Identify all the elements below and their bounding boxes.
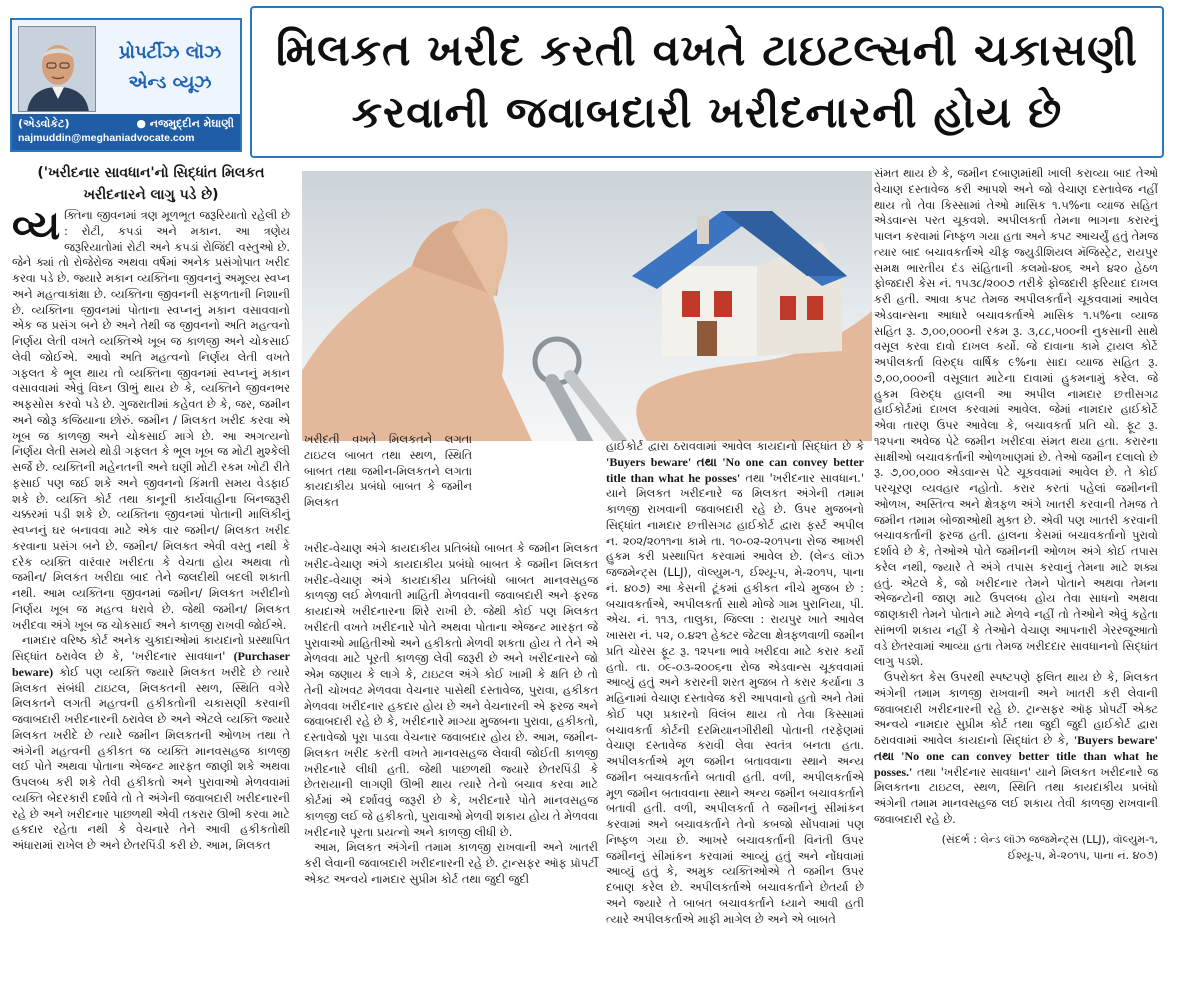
paragraph-text: તથા 'ખરીદનાર સાવધાન' યાને મિલકત ખરીદનારે જ મિલકતના ટાઇટલ, સ્થળ, સ્થિતિ તથા કાયદાકીય પ્રબંધો અંગેની તમામ માનવસહજ લઈ શકાય તેવી કાળજી રાખવાની જવાબદારી રહે છે. — [874, 764, 1158, 826]
article-column-2b — [606, 439, 864, 927]
paragraph-text: હાઈકોર્ટ દ્વારા ઠરાવવામાં આવેલ કાયદાનો સિદ્ધાંત છે કે — [606, 439, 864, 453]
headline-box — [250, 6, 1164, 158]
subhead-line2: ખરીદનારને લાગુ પડે છે) — [83, 187, 219, 203]
paragraph-text: ક્તિના જીવનમાં ત્રણ મૂળભૂત જરૂરિયાતો રહેલી છે : રોટી, કપડાં અને મકાન. આ ત્રણેય જરૂરિયાતોમાં રોટી અને કપડાં રોજિંદી વસ્તુઓ છે. જેને ક્યાં તો રોજેરોજ અથવા વર્ષમાં અનેક પ્રસંગોપાત ખરીદ કરવા પડે છે. જ્યારે મકાન વ્યક્તિના જીવનનું અમૂલ્ય સ્વપ્ન અને મહત્વાકાંક્ષા છે. વ્યક્તિના જીવનની સફળતાની નિશાની છે. વ્યક્તિના જીવનમાં પોતાના સ્વપ્નનું મકાન વસાવવાનો એક જ પ્રસંગ બને છે અને તેથી જ જીવનનો અતિ મહત્વનો નિર્ણય લેતી વખતે વ્યક્તિએ ખૂબ જ કાળજી અને ચોકસાઈ લેવી જોઈએ. આવો અતિ મહત્વનો નિર્ણય લેતી વખતે ગફલત કે ભૂલ થાય તો વ્યક્તિના જીવનમાં સ્વપ્નનું મકાન વસાવવામાં એવું વિઘ્ન ઊભું થાય છે કે, વ્યક્તિને જીવનભર અફસોસ કરવો પડે છે. ગુજરાતીમાં કહેવત છે કે, જર, જમીન અને જોરૂ કજિયાના છોરું. જમીન / મિલકત ખરીદ કરવા એ ખૂબ જ કાળજી અને ચોકસાઈ માગે છે. આ અગત્યનો નિર્ણય લેતી સમયે થોડી ગફલત કે ભૂલ ખૂબ જ મોટી મુશ્કેલી સર્જે છે. વ્યક્તિની મહેનતની અને ઘણી મોટી રકમ ખોટી રીતે ફસાઈ પણ જઈ શકે અને જીવનનો કિંમતી સમય વેડફાઈ શકે છે. વ્યક્તિ કોર્ટ તથા કાનૂની કાર્યવાહીના બિનજરૂરી ચક્કરમાં પડી શકે છે. વ્યક્તિના જીવનમાં પોતાની માલિકીનું સ્વપ્નનું ઘર બનાવવા માટે એક વાર જમીન/ મિલકત ખરીદ કરવાના પ્રસંગ બને છે. જમીન/ મિલકત એવી વસ્તુ નથી કે દરેક વ્યક્તિ વારંવાર ખરીદતા કે વેચતા હોય અથવા તો જમીન/ મિલકત ખરીદ્યા બાદ તેને જલદીથી બદલી શકાતી નથી. આમ વ્યક્તિના જીવનમાં જમીન/ મિલકત ખરીદીનો નિર્ણય ખૂબ જ મહત્વ ધરાવે છે. જેથી જમીન/ મિલકત ખરીદવા અંગે ખૂબ જ ચોકસાઈ અને કાળજી રાખવી જોઈએ. — [12, 208, 290, 632]
article-subhead — [12, 162, 290, 206]
author-photo — [18, 26, 96, 112]
author-email: najmuddin@meghaniadvocate.com — [18, 132, 195, 144]
photo-side-text — [304, 432, 472, 511]
paragraph-text: ઉપરોક્ત કેસ ઉપરથી સ્પષ્ટપણે ફલિત થાય છે કે, મિલકત અંગેની તમામ કાળજી રાખવાની અને ખાતરી કરી લેવાની જવાબદારી ખરીદનારની રહે છે. ટ્રાન્સફર ઑફ પ્રોપર્ટી એક્ટ અન્વયે નામદાર સુપ્રીમ કોર્ટ તથા જુદી જુદી હાઈકોર્ટ દ્વારા ઠરાવવામાં આવેલ કાયદાનો સિદ્ધાંત છે કે, — [874, 670, 1158, 747]
article-column-1 — [12, 162, 290, 854]
hand-holding-house-photo — [302, 171, 872, 441]
paragraph-text: આમ, મિલકત અંગેની તમામ કાળજી રાખવાની અને ખાતરી કરી લેવાની જવાબદારી ખરીદનારની રહે છે. ટ્રાન્સફર ઑફ પ્રૉપર્ટી એક્ટ અન્વયે નામદાર સુપ્રીમ કોર્ટ તથા જુદી જુદી — [304, 840, 598, 886]
author-name: ● નજમુદ્દીન મેઘાણી — [136, 117, 234, 130]
paragraph — [12, 633, 290, 854]
headline-line1: મિલકત ખરીદ કરતી વખતે ટાઇટલ્સની ચકાસણી — [276, 26, 1138, 76]
source-reference — [874, 832, 1158, 864]
column-title-line2: એન્ડ વ્યૂઝ — [128, 72, 212, 93]
paragraph-text: ખરીદ-વેચાણ અંગે કાયદાકીય પ્રતિબંધો બાબત કે જમીન મિલકત ખરીદ-વેચાણ અંગે કાયદાકીય પ્રબંધો બાબત કે જમીન મિલકત ખરીદ-વેચાણ અંગે કાયદાકીય પ્રતિબંધો બાબત માનવસહજ કાળજી લઈ મેળવાતી માહિતી મેળવવાની જવાબદારી અને ફરજ કાયદાએ ખરીદનારના શિરે રાખી છે. જેથી કોઈ પણ મિલકત ખરીદતી વખતે ખરીદનારે પોતે અથવા પોતાના એજન્ટ મારફત જે પુરાવાઓ માહિતીઓ અને હકીકતો મેળવી શકતા હોય તે તેને એ મેળવવા માટે પૂરતી કાળજી લેવી જરૂરી છે અને ખરીદનારને જો એમ જણાય કે લાગે કે, ટાઇટલ અંગે કોઈ ખામી કે ક્ષતિ છે તો તેની ચોખવટ મેળવવા વેચનાર પાસેથી દસ્તાવેજ, પુરાવા, હકીકત મેળવવા ખરીદનાર હકદાર હોય છે અને વેચનારની એ ફરજ અને જવાબદારી રહે છે કે, ખરીદનારે માગ્યા મુજબના પુરાવા, હકીકતો, દસ્તાવેજો પૂરા પાડવા વેચનાર જવાબદાર હોય છે. આમ, જમીન-મિલકત ખરીદ કરતી વખતે માનવસહજ લેવાવી જોઈતી કાળજી ખરીદનારે લીધી હતી. જેથી પાછળથી જ્યારે છેતરપિંડી કે છેતરાયાની લાગણી ઊભી થાય ત્યારે તેનો બચાવ કરવા માટે કોર્ટમાં એ દર્શાવવું જરૂરી છે કે, ખરીદનારે પોતે માનવસહજ કાળજી લઈ જે હકીકતો, પુરાવાઓ મેળવી શકાય હોય તે મેળવવા ખરીદનારે પૂરતા પ્રયત્નો અને કાળજી લીધી છે. — [304, 541, 598, 839]
article-column-3 — [874, 166, 1158, 864]
paragraph — [874, 670, 1158, 828]
author-role: (એડવોકેટ) — [18, 117, 70, 130]
column-title — [102, 38, 238, 98]
author-byline — [12, 114, 240, 150]
paragraph-text: ખરીદતી વખતે મિલકતને લગતા ટાઇટલ બાબત તથા સ્થળ, સ્થિતિ બાબત તથા જમીન-મિલકતને લગતા કાયદાકીય પ્રબંધો બાબત કે જમીન મિલકત — [304, 432, 472, 509]
columnist-box — [10, 18, 242, 152]
paragraph — [606, 439, 864, 927]
latin-term: (Purchaser beware) — [12, 649, 290, 679]
paragraph-text: નામદાર વરિષ્ઠ કોર્ટ અનેક ચુકાદાઓમાં કાયદાનો પ્રસ્થાપિત સિદ્ધાંત ઠરાવેલ છે કે, 'ખરીદનાર સાવધાન' — [12, 633, 290, 663]
source-line2: ઈશ્યૂ-૫, મે-૨૦૧૫, પાના નં. ૪૦૭) — [1007, 848, 1158, 862]
paragraph-text: કોઈ પણ વ્યક્તિ જ્યારે મિલકત ખરીદે છે ત્યારે મિલકત સંબંધી ટાઇટલ, મિલકતની સ્થળ, સ્થિતિ વગેરે મિલકતને લગતી મહત્વની હકીકતોની ચકાસણી કરવાની જવાબદારી ખરીદનારની ઠરાવેલ છે અને એટલે વ્યક્તિ જ્યારે મિલકત ખરીદે છે ત્યારે જમીન મિલકતની ઓળખ તથા તે અંગેની મહત્વની હકીકત જ વ્યક્તિ માનવસહજ કાળજી લઈ પોતે અથવા પોતાના એજન્ટ મારફત જાણી શકે અથવા ઉપલબ્ધ કરી શકે તેવી હકીકતો અને પુરાવાઓ મેળવવામાં વ્યક્તિ બેદરકારી દર્શાવે તો તે અંગેની જવાબદારી ખરીદનારની રહે છે અને ખરીદનાર પાછળથી એવી તકરાર ઊભી કરવા માટે હકદાર રહેતા નથી કે વેચનારે તેને આવી હકીકતોથી અંધારામાં રાખેલ છે અને છેતરપિંડી કરી છે. આમ, મિલકત — [12, 664, 290, 852]
latin-term: 'Buyers beware' તથા 'No one can convey better title than what he posses' — [606, 454, 864, 485]
drop-cap: વ્ય — [12, 203, 61, 249]
latin-term: 'Buyers beware' તથા 'No one can convey better title than what he posses.' — [874, 733, 1158, 779]
paragraph-text: તથા 'ખરીદનાર સાવધાન.' યાને મિલકત ખરીદનારે જ મિલકત અંગેની તમામ કાળજી રાખવાની જવાબદારી રહે છે. ઉપર મુજબનો સિદ્ધાંત નામદાર છત્તીસગઢ હાઈકોર્ટ દ્વારા ફર્સ્ટ અપીલ ન. ૨૦૨/૨૦૧૧ના કામે તા. ૧૦-૦૨-૨૦૧૫ના રોજ આખરી હુકમ કરી પ્રસ્થાપિત કરવામાં આવેલ છે. (લેન્ડ લૉઝ જજમેન્ટ્સ (LLJ), વૉલ્યુમ-૧, ઈશ્યૂ-૫, મે-૨૦૧૫, પાના નં. ૪૦૭) આ કેસની ટૂંકમાં હકીકત નીચે મુજબ છે : બચાવકર્તાએ, અપીલકર્તા સાથે મોજે ગામ પુરાનિયા, પી. એચ. નં. ૧૧૩, તાલુકા, જિલ્લા : રાયપુર ખાતે આવેલ ખાસરા નં. ૫૨, ૦.૪૨૧ હેક્ટર જેટલા ક્ષેત્રફળવાળી જમીન પ્રતિ ચોરસ ફૂટ રૂ. ૧૨૫ના ભાવે ખરીદવા માટે કરાર કર્યો હતો. તા. ૦૯-૦૩-૨૦૦૬ના રોજ એડવાન્સ ચૂકવવામાં આવ્યું હતું અને કરારની શરત મુજબ તે કરાર કર્યાના ૩ મહિનામાં વેચાણ દસ્તાવેજ કરી આપવાનો હતો અને તેમાં કોઈ પણ પ્રકારનો વિલંબ થાય તો તેવા કિસ્સામાં બચાવકર્તા કોર્ટની દરમિયાનગીરીથી પોતાની તરફેણમાં વેચાણ દસ્તાવેજ કરાવી લેવા સ્વતંત્ર બનતા હતા. અપીલકર્તાએ મૂળ જમીન બતાવવાના સ્થાને અન્ય જમીન બચાવકર્તાને બતાવી હતી. વળી, અપીલકર્તાએ મૂળ જમીન બતાવવાના સ્થાને અન્ય જમીન બચાવકર્તાને બતાવી હતી. વળી, અપીલકર્તા તે જમીનનું સીમાંકન કરવામાં અને બચાવકર્તાને તેનો કબજો સોંપવામાં પણ નિષ્ફળ ગયા છે. આખરે બચાવકર્તાની વિનંતી ઉપર જમીનનું સીમાંકન કરવામાં આવ્યું હતું અને નોંધવામાં આવ્યું હતું કે, અમુક વ્યક્તિઓએ તે જમીન ઉપર દબાણ કરેલ છે. અપીલકર્તાએ બચાવકર્તાને છેતર્યા છે અને જ્યારે તે બાબત બચાવકર્તાને ધ્યાને આવી હતી ત્યારે અપીલકર્તાએ માફી માગેલ છે અને એ બાબતે — [606, 470, 865, 926]
source-line1: (સંદર્ભ : લેન્ડ લૉઝ જજમેન્ટ્સ (LLJ), વૉલ્યુમ-૧, — [941, 832, 1158, 846]
article-column-2 — [304, 541, 598, 888]
paragraph — [12, 203, 290, 633]
subhead-line1: ('ખરીદનાર સાવધાન'નો સિદ્ધાંત મિલકત — [37, 165, 265, 181]
column-title-line1: પ્રોપર્ટીઝ લૉઝ — [118, 42, 222, 63]
paragraph-text: સંમત થાય છે કે, જમીન દબાણમાંથી ખાલી કરાવ્યા બાદ તેઓ વેચાણ દસ્તાવેજ કરી આપશે અને જો વેચાણ દસ્તાવેજ નહીં થાય તો તેવા કિસ્સામાં તેઓ માસિક ૧.૫%ના વ્યાજ સહિત એડવાન્સ પરત ચૂકવશે. અપીલકર્તા તેમના ભાગના કરારનું પાલન કરવામાં નિષ્ફળ ગયા હતા અને કપટ આચર્યું હતું તેમજ ત્યાર બાદ બચાવકર્તાએ ચીફ જ્યુડીશિયલ મૅજિસ્ટ્રેટ, રાયપુર સમક્ષ ભારતીય દંડ સંહિતાની કલમો-૪૦૬ અને ૪૨૦ હેઠળ ફોજદારી કેસ નં. ૧૫૩૮/૨૦૦૭ તરીકે ફોજદારી ફરિયાદ દાખલ કરી હતી. આવા કપટ તેમજ અપીલકર્તાને ચૂકવવામાં આવેલ એડવાન્સના આધારે બચાવકર્તાએ માસિક ૧.૫%ના વ્યાજ સહિત રૂ. ૭,૦૦,૦૦૦ની રકમ રૂ. ૩,૮૮,૫૦૦ની નુકસાની સાથે વસૂલ કરવા દાવો દાખલ કર્યો. જે દાવાના કામે ટ્રાયલ કોર્ટે અપીલકર્તા વિરુદ્ધ વાર્ષિક ૯%ના સાદા વ્યાજ સહિત રૂ. ૭,૦૦,૦૦૦ની વસૂલાત માટેના દાવામાં હુકમનામું કરેલ. જે હુકમ વિરુદ્ધ હાલની આ અપીલ નામદાર છત્તીસગઢ હાઈકોર્ટમાં દાખલ કરવામાં આવેલ. જેમાં નામદાર હાઈકોર્ટે એવા તારણ ઉપર આવેલા કે, બચાવકર્તા પ્રતિ ચો. ફૂટ રૂ. ૧૨૫ના અવેજ પેટે જમીન ખરીદવા સંમત થયા હતા. કરારના સાક્ષીઓ બચાવકર્તાની ઓળખાણમાં છે. તેઓ જમીન દલાલો છે રૂ. ૭,૦૦,૦૦૦ એડવાન્સ પેટે ચૂકવવામાં આવેલ છે. તે કોઈ પરચૂરણ વ્યવહાર નહોતો. કરાર કરતાં પહેલાં જમીનની ઓળખ, અસ્તિત્વ અને ક્ષેત્રફળ અંગે ખાતરી કરવાની તેમજ તે જમીન તમામ બોજાઓથી મુક્ત છે. એવી પણ ખાતરી કરવાની બચાવકર્તાની ફરજ હતી. હાલના કેસમાં બચાવકર્તાનો પુરાવો દર્શાવે છે કે, તેઓએ પોતે જમીનની ઓળખ અંગે કોઈ તપાસ કરેલ નથી, જ્યારે તે અંગે તપાસ કરવાનું તેમના માટે શક્ય હતું. એટલે કે, જો ખરીદનાર તેમને પોતાને અથવા તેમના એજન્ટોની જાણ માટે ઉપલબ્ધ હોય તેવા સાધનો અથવા જાણકારી તેમને પોતાને માટે મેળવે નહીં તો તેઓને એવું કહેતા સાંભળી શકાય નહીં કે તેઓને વેચાણ આપનારી ગેરરજૂઆતો વડે છેતરવામાં આવ્યા હતા તેમજ ખરીદદાર સાવધાનનો સિદ્ધાંત લાગુ પડશે. — [874, 166, 1158, 669]
headline-line2: કરવાની જવાબદારી ખરીદનારની હોય છે — [351, 88, 1063, 138]
